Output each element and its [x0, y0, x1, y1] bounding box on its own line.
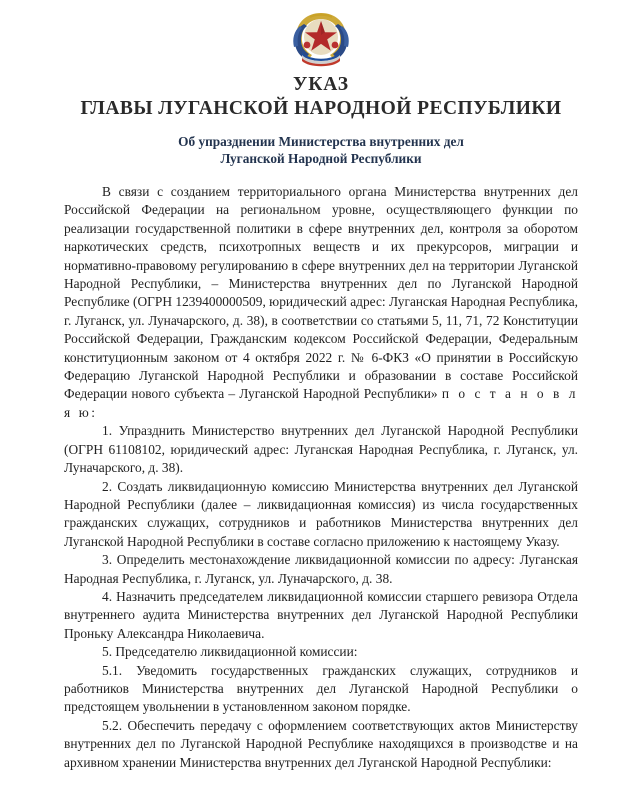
preamble-verb: п о с т а н о в л я ю:	[64, 386, 579, 420]
document-subtitle	[0, 133, 642, 168]
paragraph-item-5: 5. Председателю ликвидационной комиссии:	[102, 644, 358, 660]
title-line-ukaz: УКАЗ	[293, 74, 349, 95]
title-line-authority: ГЛАВЫ ЛУГАНСКОЙ НАРОДНОЙ РЕСПУБЛИКИ	[80, 97, 562, 119]
paragraph-preamble	[64, 183, 578, 422]
emblem-container	[0, 10, 642, 68]
document-body	[64, 183, 578, 772]
subtitle-line-2: Луганской Народной Республики	[220, 151, 422, 167]
lnr-coat-of-arms-icon	[288, 10, 354, 68]
paragraph-item-5-2: 5.2. Обеспечить передачу с оформлением соответствующих актов Министерству внутренних дел по Луганской Народной Республике находящихся в производстве и на архивном хранении Министерства внутренних дел Луганской Народной Республики:	[64, 717, 578, 770]
preamble-text: В связи с созданием территориального органа Министерства внутренних дел Российской Федерации на региональном уровне, осуществляющего функции по реализации государственной политики в сфере внутренних дел, контроля за оборотом наркотических средств, психотропных веществ и их прекурсоров, миграции и нормативно-правовому регулированию в сфере внутренних дел на территории Луганской Народной Республики, – Министерства внутренних дел по Луганской Народной Республике (ОГРН 1239400000509, юридический адрес: Луганская Народная Республика, г. Луганск, ул. Луначарского, д. 38), в соответствии со статьями 5, 11, 71, 72 Конституции Российской Федерации, Гражданским кодексом Российской Федерации, Федеральным конституционным законом от 4 октября 2022 г. № 6-ФКЗ «О принятии в Российскую Федерацию Луганской Народной Республики и образовании в составе Российской Федерации нового субъекта – Луганской Народной Республики»	[64, 184, 578, 402]
subtitle-line-1: Об упразднении Министерства внутренних дел	[178, 134, 464, 149]
paragraph-item-4: 4. Назначить председателем ликвидационной комиссии старшего ревизора Отдела внутреннего аудита Министерства внутренних дел Луганской Народной Республики Проньку Александра Николаевича.	[64, 588, 578, 641]
paragraph-item-1: 1. Упразднить Министерство внутренних дел Луганской Народной Республики (ОГРН 61108102, юридический адрес: Луганская Народная Республика, г. Луганск, ул. Луначарского, д. 38).	[64, 423, 578, 476]
document-title	[0, 74, 642, 121]
paragraph-item-3: 3. Определить местонахождение ликвидационной комиссии по адресу: Луганская Народная Республика, г. Луганск, ул. Луначарского, д. 38.	[64, 552, 578, 586]
paragraph-item-2: 2. Создать ликвидационную комиссию Министерства внутренних дел Луганской Народной Республики (далее – ликвидационная комиссия) из числа государственных гражданских служащих, сотрудников и работников Министерства внутренних дел Луганской Народной Республики в составе согласно приложению к настоящему Указу.	[64, 478, 578, 549]
paragraph-item-5-1: 5.1. Уведомить государственных гражданских служащих, сотрудников и работников Министерства внутренних дел Луганской Народной Республики о предстоящем увольнении в установленном законом порядке.	[64, 662, 578, 715]
